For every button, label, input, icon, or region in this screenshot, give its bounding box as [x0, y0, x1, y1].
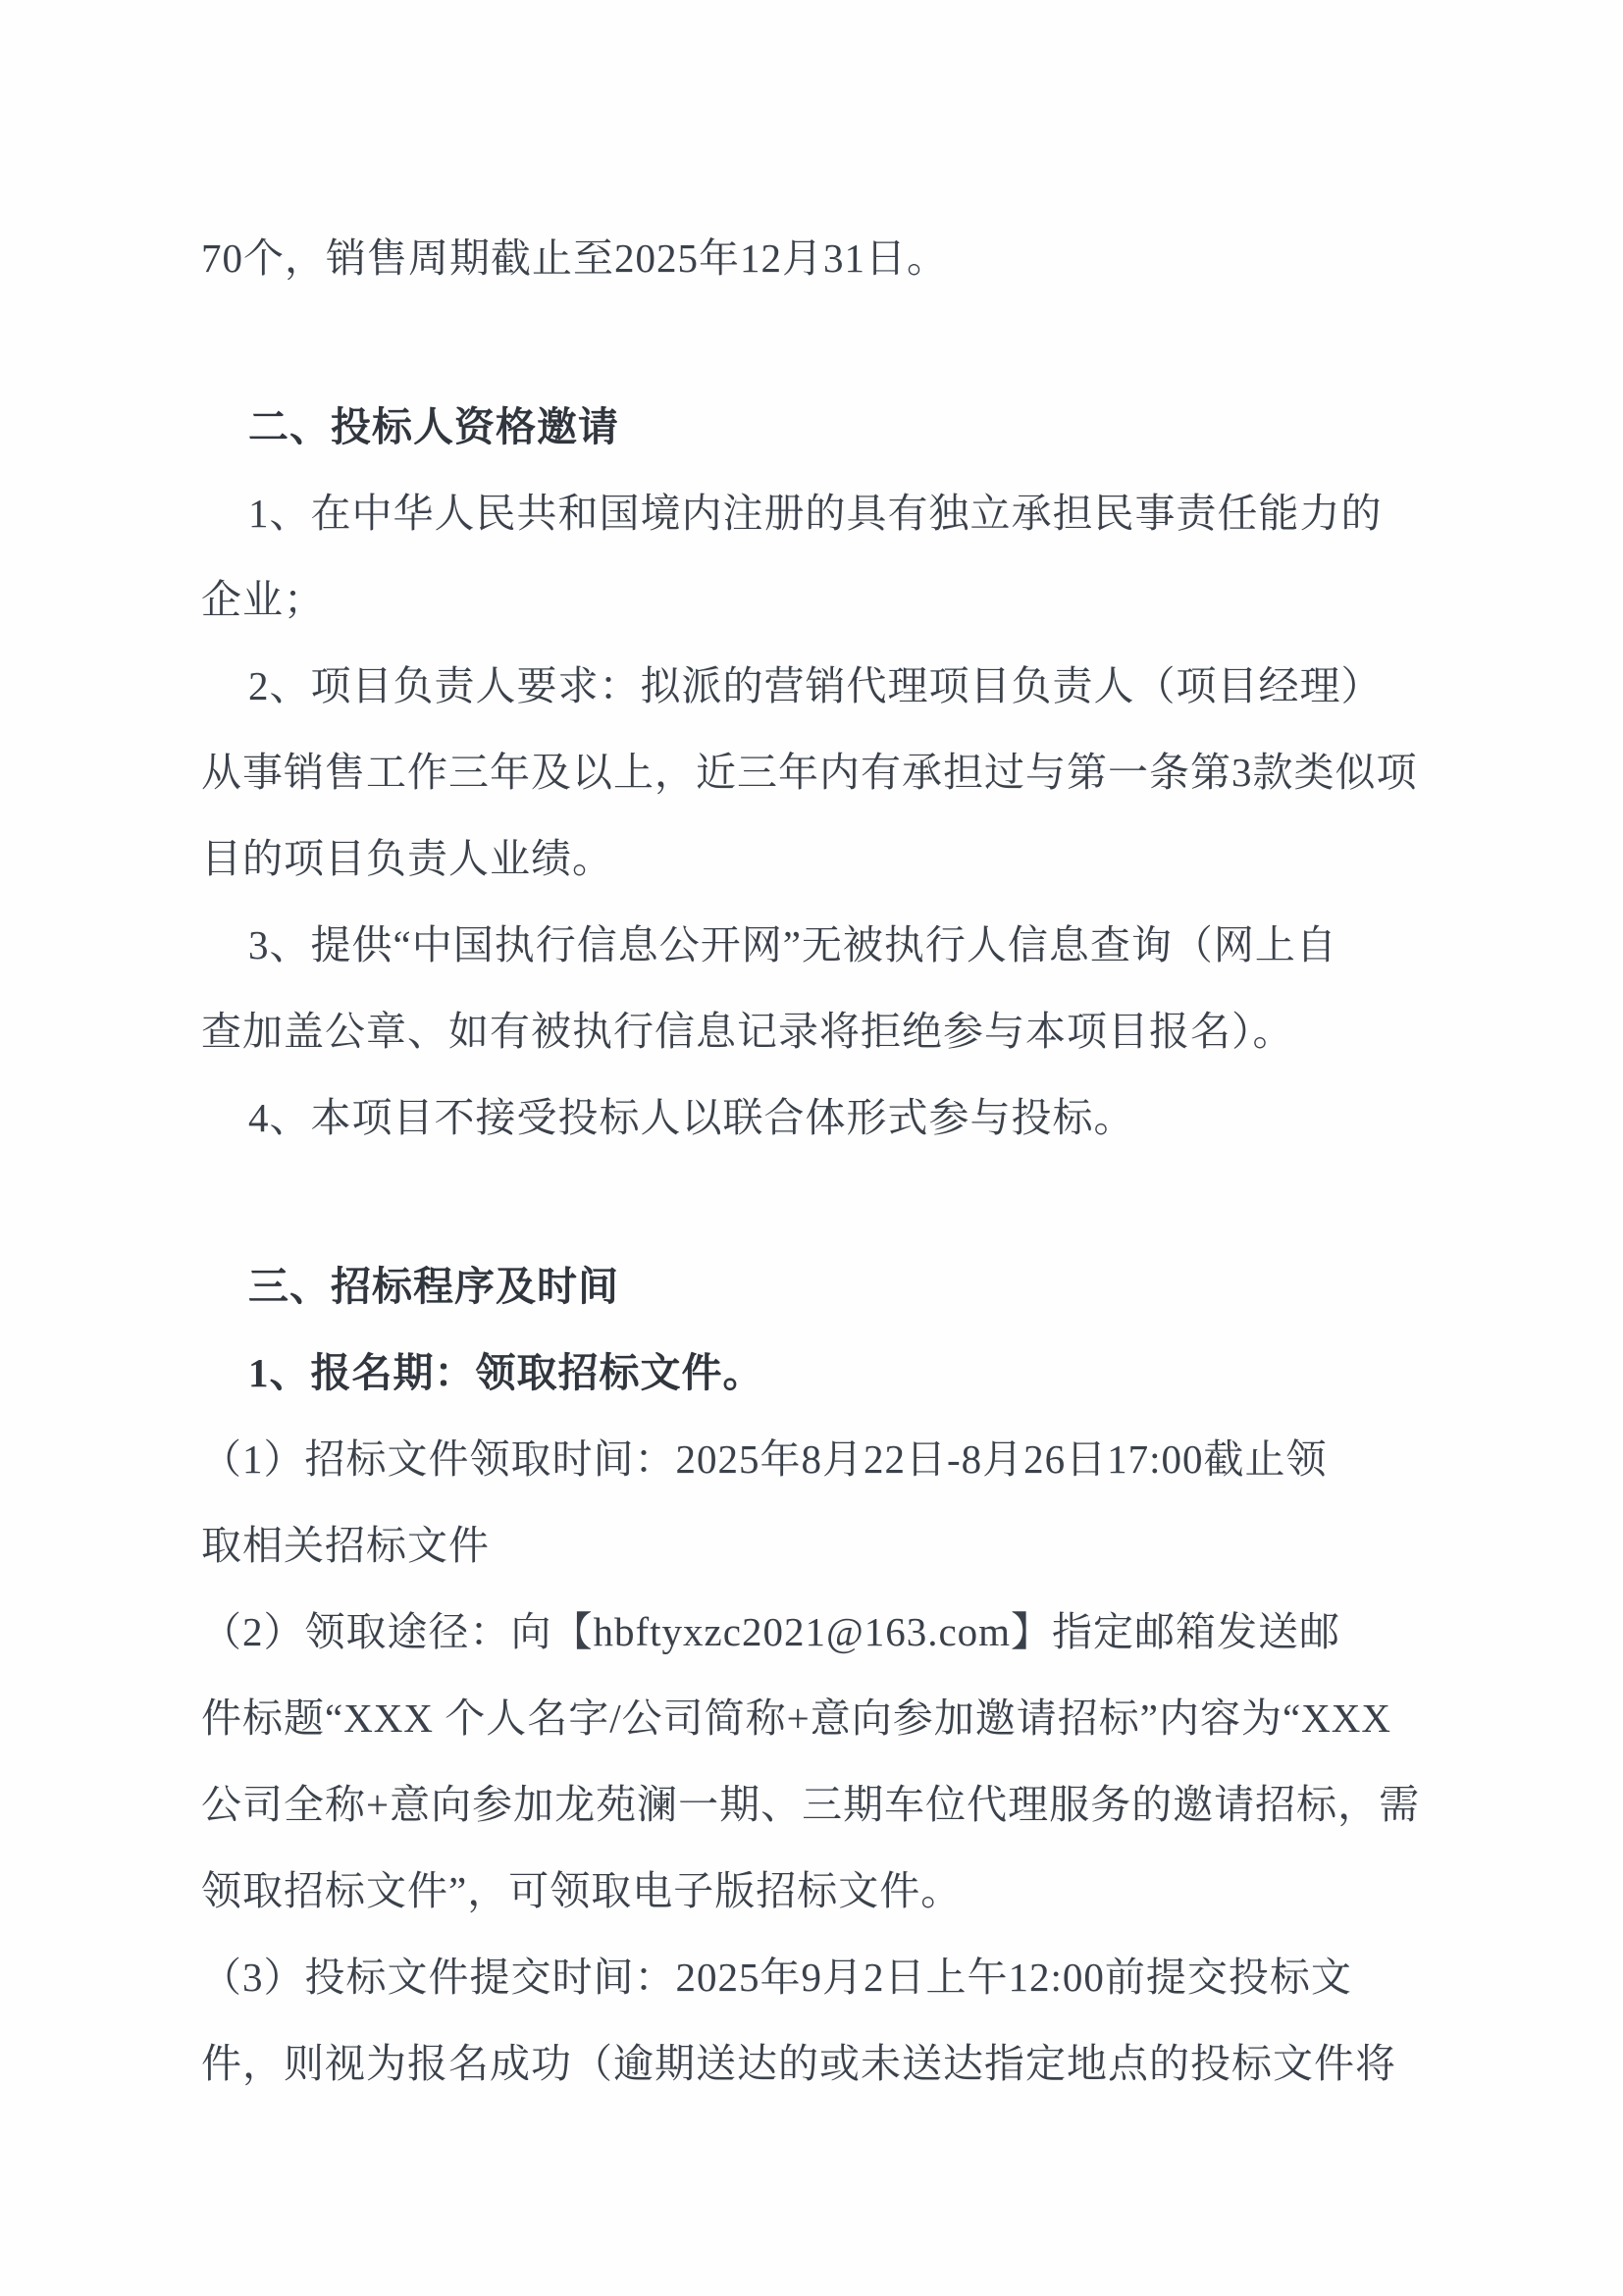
item-3-submission-time-line-2: 件，则视为报名成功（逾期送达的或未送达指定地点的投标文件将	[201, 2041, 1396, 2086]
item-2-collection-method-line-3: 公司全称+意向参加龙苑澜一期、三期车位代理服务的邀请招标，需	[201, 1782, 1421, 1827]
para-carryover-line: 70个，销售周期截止至2025年12月31日。	[201, 235, 948, 281]
item-1-collection-time-line-2: 取相关招标文件	[201, 1523, 490, 1568]
clause-4-line: 4、本项目不接受投标人以联合体形式参与投标。	[248, 1095, 1135, 1140]
item-2-collection-method-line-1: （2）领取途径：向【hbftyxzc2021@163.com】指定邮箱发送邮	[201, 1609, 1341, 1654]
item-1-collection-time-line-1: （1）招标文件领取时间：2025年8月22日-8月26日17:00截止领	[201, 1436, 1328, 1482]
clause-2-line-3: 目的项目负责人业绩。	[201, 836, 613, 881]
subheading-registration-period: 1、报名期：领取招标文件。	[248, 1350, 764, 1395]
clause-2-line-1: 2、项目负责人要求：拟派的营销代理项目负责人（项目经理）	[248, 663, 1383, 708]
item-2-collection-method-line-2: 件标题“XXX 个人名字/公司简称+意向参加邀请招标”内容为“XXX	[201, 1696, 1392, 1741]
clause-3-line-1: 3、提供“中国执行信息公开网”无被执行人信息查询（网上自	[248, 922, 1337, 967]
heading-section-three: 三、招标程序及时间	[248, 1264, 619, 1309]
clause-3-line-2: 查加盖公章、如有被执行信息记录将拒绝参与本项目报名）。	[201, 1009, 1294, 1054]
clause-1-line-1: 1、在中华人民共和国境内注册的具有独立承担民事责任能力的	[248, 491, 1383, 536]
document-content	[201, 215, 1456, 2107]
item-2-collection-method-line-4: 领取招标文件”，可领取电子版招标文件。	[201, 1868, 963, 1913]
clause-2-line-2: 从事销售工作三年及以上，近三年内有承担过与第一条第3款类似项	[201, 750, 1418, 795]
item-3-submission-time-line-1: （3）投标文件提交时间：2025年9月2日上午12:00前提交投标文	[201, 1955, 1352, 2000]
heading-section-two: 二、投标人资格邀请	[248, 404, 619, 449]
clause-1-line-2: 企业；	[201, 577, 325, 622]
